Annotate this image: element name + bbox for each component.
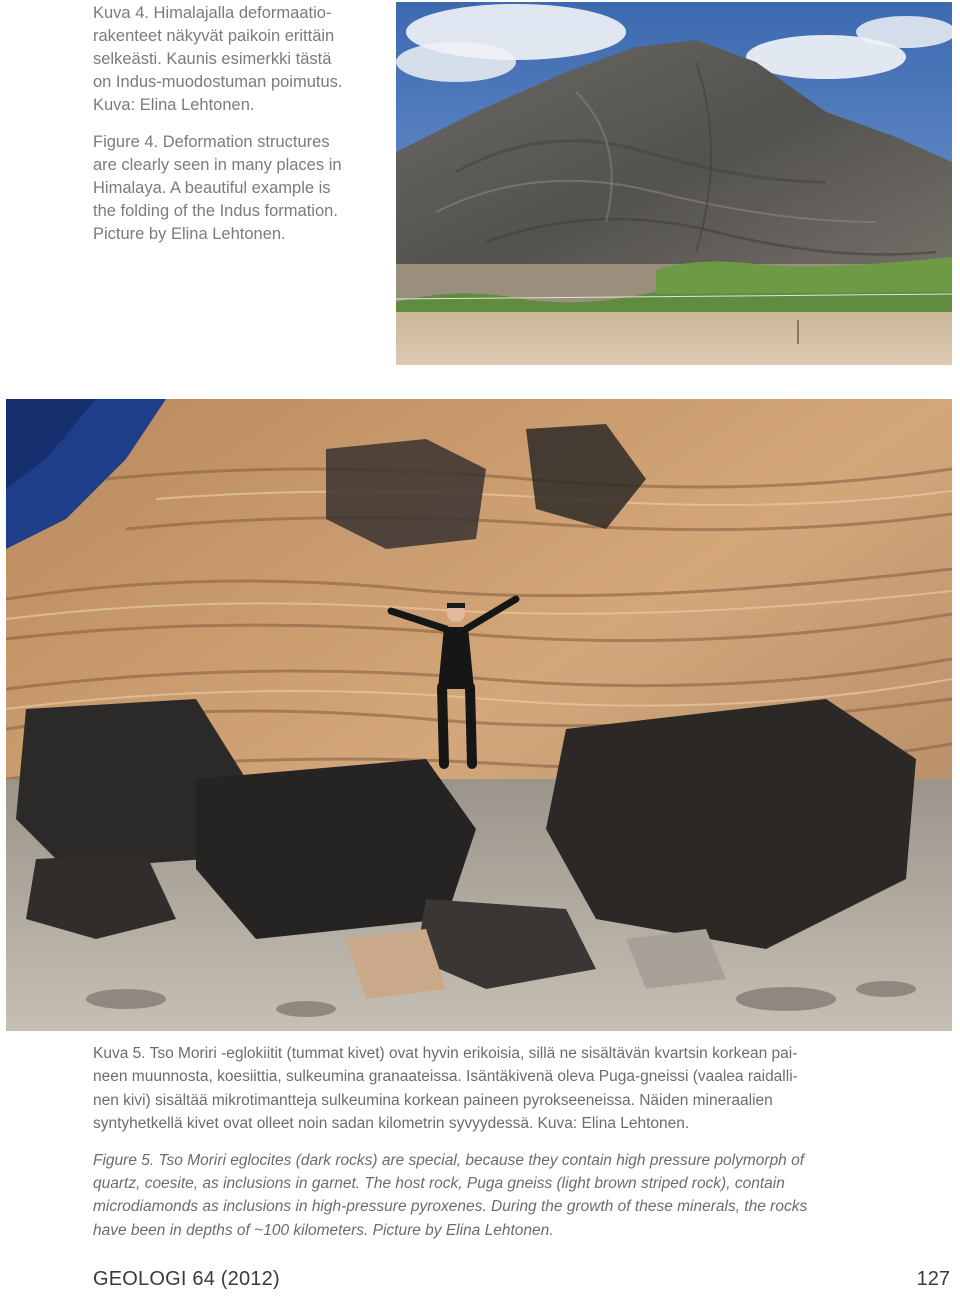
mountain-photo-graphic — [396, 2, 952, 365]
caption-line: neen muunnosta, koesiittia, sulkeumina granaateissa. Isäntäkivenä oleva Puga-gneissi (vaalea raidalli- — [93, 1068, 798, 1086]
figure-4-caption-english — [93, 131, 383, 246]
caption-line: the folding of the Indus formation. — [93, 202, 338, 220]
caption-line: Figure 5. Tso Moriri eglocites (dark rocks) are special, because they contain high pressure polymorph of — [93, 1151, 805, 1169]
figure-4-caption-finnish — [93, 2, 383, 117]
figure-5-rocks-photo — [6, 399, 952, 1031]
caption-line: Himalaya. A beautiful example is — [93, 179, 331, 197]
caption-line: on Indus-muodostuman poimutus. — [93, 73, 343, 91]
caption-line: quartz, coesite, as inclusions in garnet. The host rock, Puga gneiss (light brown striped rock), contain — [93, 1175, 785, 1193]
caption-line: Kuva 4. Himalajalla deformaatio- — [93, 4, 332, 22]
figure-4-mountain-photo — [396, 2, 952, 365]
figure-4-caption — [93, 2, 383, 246]
figure-5-caption-english — [93, 1149, 948, 1243]
caption-line: have been in depths of ~100 kilometers. Picture by Elina Lehtonen. — [93, 1221, 554, 1239]
caption-line: rakenteet näkyvät paikoin erittäin — [93, 27, 335, 45]
caption-line: syntyhetkellä kivet ovat olleet noin sadan kilometrin syvyydessä. Kuva: Elina Lehtonen. — [93, 1115, 690, 1133]
journal-footer: GEOLOGI 64 (2012) — [93, 1268, 280, 1290]
rocks-photo-graphic — [6, 399, 952, 1031]
caption-line: selkeästi. Kaunis esimerkki tästä — [93, 50, 332, 68]
caption-line: are clearly seen in many places in — [93, 156, 342, 174]
caption-line: nen kivi) sisältää mikrotimantteja sulkeumina korkean paineen pyrokseeneissa. Näiden mineraalien — [93, 1091, 773, 1109]
caption-line: Kuva: Elina Lehtonen. — [93, 96, 255, 114]
caption-line: Figure 4. Deformation structures — [93, 133, 330, 151]
caption-line: Kuva 5. Tso Moriri -eglokiitit (tummat kivet) ovat hyvin erikoisia, sillä ne sisältävän kvartsin korkean pai- — [93, 1045, 798, 1062]
figure-5-caption — [93, 1042, 948, 1242]
caption-line: microdiamonds as inclusions in high-pressure pyroxenes. During the growth of these minerals, the rocks — [93, 1198, 808, 1216]
caption-line: Picture by Elina Lehtonen. — [93, 225, 286, 243]
page-number: 127 — [916, 1268, 950, 1290]
figure-5-caption-finnish — [93, 1042, 948, 1136]
